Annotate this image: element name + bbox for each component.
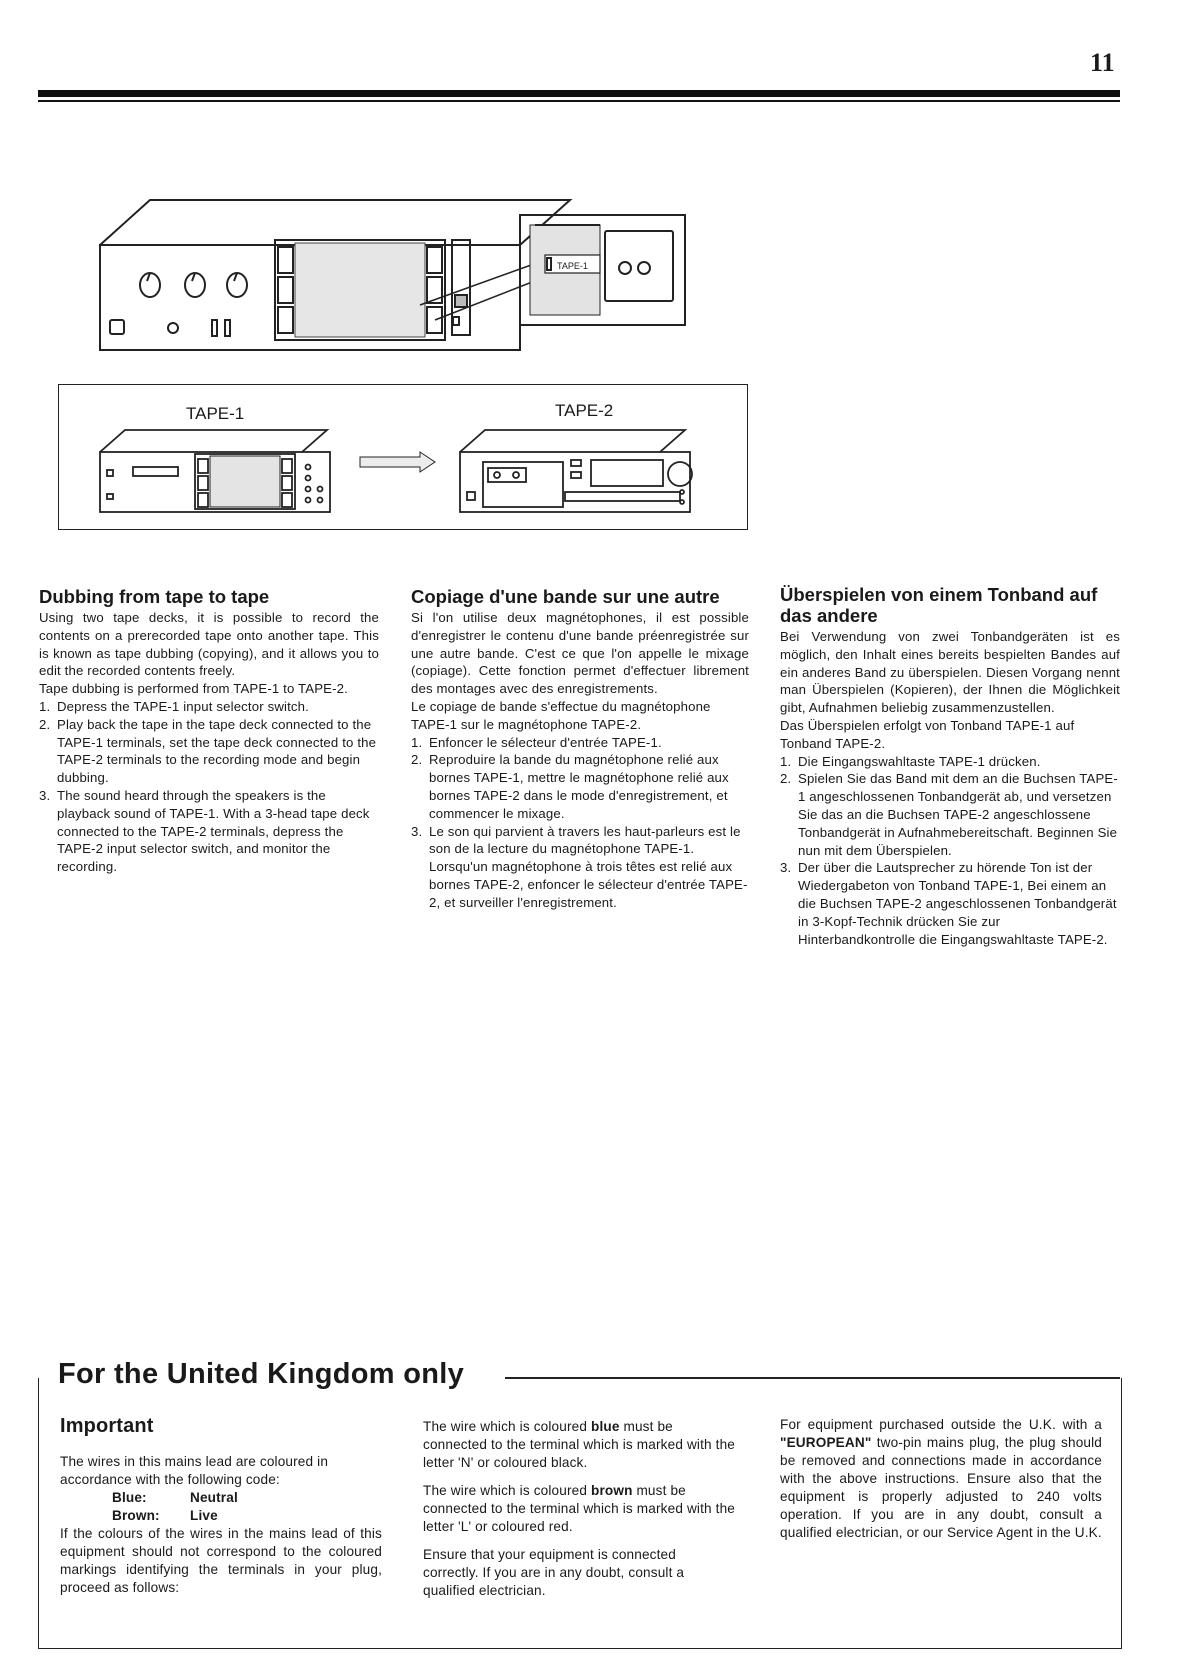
uk-box-top-rule (505, 1377, 1120, 1379)
list-item: 1. Enfoncer le sélecteur d'entrée TAPE-1. (411, 734, 662, 750)
list-item: 3. Le son qui parvient à travers les haut-parleurs est le son de la lecture du magnétophone TAPE-1. Lorsqu'un magnétophone à trois têtes est relié aux bornes TAPE-2, enfoncer le sélecteur d'entrée TAPE-2, et surveiller l'enregistrement. (411, 823, 748, 910)
uk-column-3 (780, 1416, 1102, 1552)
german-steps (780, 753, 1120, 949)
deck1-top (100, 430, 327, 452)
wires-intro: The wires in this mains lead are coloured in accordance with the following code: (60, 1454, 329, 1487)
german-intro: Bei Verwendung von zwei Tonbandgeräten ist es möglich, den Inhalt eines bereits bespielten Bandes auf ein anderes Band zu überspielen. Diesen Vorgang nennt man Überspielen (Kopieren), der Ihnen die Möglichkeit gibt, Aufnahmen beliebig zusammenzustellen. (780, 629, 1120, 716)
german-heading: Überspielen von einem Tonband auf das andere (780, 584, 1098, 626)
header-rule (38, 90, 1120, 97)
amp-top-panel (100, 200, 570, 245)
arrow-right-icon (360, 452, 435, 472)
german-note: Das Überspielen erfolgt von Tonband TAPE-1 auf Tonband TAPE-2. (780, 717, 1075, 751)
important-heading: Important (60, 1415, 154, 1437)
list-item: 2. Play back the tape in the tape deck connected to the TAPE-1 terminals, set the tape deck connected to the TAPE-2 terminals to the recording mode and begin dubbing. (39, 716, 377, 786)
code-row-blue: Blue: Neutral (112, 1490, 238, 1505)
uk-column-1 (60, 1417, 382, 1607)
french-steps (411, 734, 749, 912)
page-number: 11 (1090, 48, 1115, 77)
english-steps (39, 698, 379, 876)
brown-wire-text: The wire which is coloured brown must be connected to the terminal which is marked with the letter 'L' or coloured red. (423, 1483, 735, 1534)
tape1-label: TAPE-1 (186, 404, 245, 423)
list-item: 1. Depress the TAPE-1 input selector switch. (39, 698, 309, 714)
knob-icon (185, 273, 205, 297)
outside-uk-text: For equipment purchased outside the U.K. with a "EUROPEAN" two-pin mains plug, the plug should be removed and connections made in accordance with the above instructions. Ensure also that the equipment is properly adjusted to 240 volts operation. If you are in any doubt, consult a qualified electrician, or our Service Agent in the U.K. (780, 1417, 1102, 1540)
english-note: Tape dubbing is performed from TAPE-1 to TAPE-2. (39, 681, 348, 697)
list-item: 3. The sound heard through the speakers is the playback sound of TAPE-1. With a 3-head tape deck connected to the TAPE-2 terminals, depress the TAPE-2 input selector switch, and monitor the recording. (39, 787, 370, 875)
amplifier-illustration (95, 195, 740, 355)
list-item: 2. Reproduire la bande du magnétophone relié aux bornes TAPE-1, mettre le magnétophone relié aux bornes TAPE-2 dans le mode d'enregistrement, et commencer le mixage. (411, 752, 729, 821)
eject-icon (619, 262, 631, 274)
uk-column-2 (423, 1418, 735, 1610)
english-intro: Using two tape decks, it is possible to record the contents on a prerecorded tape onto another tape. This is known as tape dubbing (copying), and it allows you to edit the recorded contents freely. (39, 610, 379, 679)
knob-icon (227, 273, 247, 297)
list-item: 2. Spielen Sie das Band mit dem an die Buchsen TAPE-1 angeschlossenen Tonbandgerät ab, und versetzen Sie das an die Buchsen TAPE-2 angeschlossene Tonbandgerät in Aufnahmebereitschaft. Beginnen Sie nun mit dem Überspielen. (780, 771, 1118, 858)
french-column (411, 586, 749, 912)
ensure-text: Ensure that your equipment is connected correctly. If you are in any doubt, consult a qualified electrician. (423, 1547, 685, 1598)
blue-wire-text: The wire which is coloured blue must be connected to the terminal which is marked with the letter 'N' or coloured black. (423, 1419, 735, 1470)
power-switch-icon (110, 320, 124, 334)
tape-decks-illustration (95, 422, 715, 517)
code-row-brown: Brown: Live (112, 1508, 218, 1523)
german-column (780, 584, 1120, 948)
deck2-top (460, 430, 685, 452)
headphone-jack-icon (168, 323, 178, 333)
french-intro: Si l'on utilise deux magnétophones, il est possible d'enregistrer le contenu d'une bande préenregistrée sur une autre bande. C'est ce que l'on appelle le mixage (copiage). Cette fonction permet d'effectuer librement des montages avec des enregistrements. (411, 610, 749, 697)
english-column (39, 586, 379, 876)
french-heading: Copiage d'une bande sur une autre (411, 586, 720, 607)
english-heading: Dubbing from tape to tape (39, 586, 270, 607)
header-rule-thin (38, 100, 1120, 102)
level-meter-icon (668, 462, 692, 486)
list-item: 3. Der über die Lautsprecher zu hörende Ton ist der Wiedergabeton von Tonband TAPE-1, Bei einem an die Buchsen TAPE-2 angeschlossenen Tonbandgerät in 3-Kopf-Technik drücken Sie zur Hinterbandkontrolle die Eingangswahltaste TAPE-2. (780, 860, 1117, 947)
tape2-label: TAPE-2 (555, 401, 614, 420)
uk-title: For the United Kingdom only (58, 1358, 468, 1391)
french-note: Le copiage de bande s'effectue du magnétophone TAPE-1 sur le magnétophone TAPE-2. (411, 698, 711, 732)
knob-icon (140, 273, 160, 297)
list-item: 1. Die Eingangswahltaste TAPE-1 drücken. (780, 753, 1041, 769)
mismatch-text: If the colours of the wires in the mains lead of this equipment should not correspond to the coloured markings identifying the terminals in your plug, proceed as follows: (60, 1526, 382, 1595)
unit-switch-label: TAPE-1 (557, 261, 588, 271)
